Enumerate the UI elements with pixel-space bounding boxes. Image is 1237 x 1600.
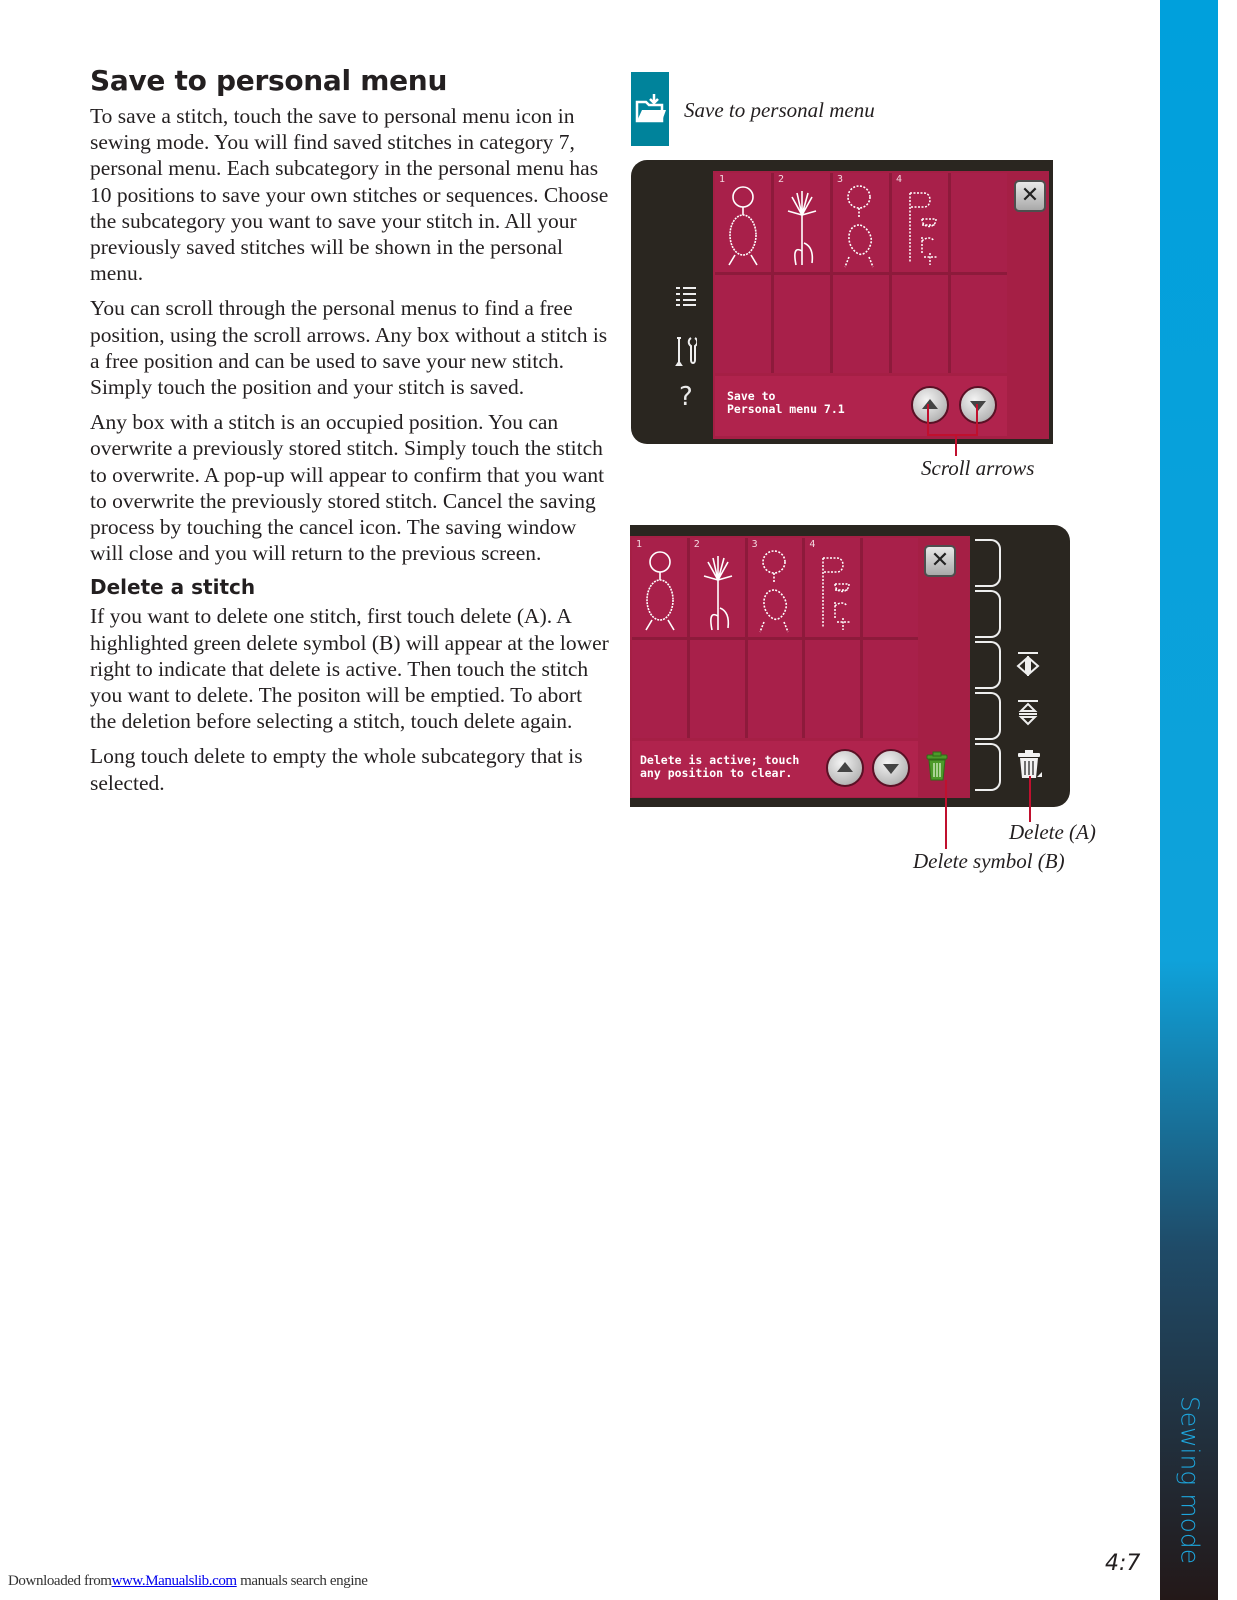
save-screen	[631, 160, 1053, 444]
scroll-up-button[interactable]	[911, 386, 949, 424]
paragraph-3: Any box with a stitch is an occupied position. You can overwrite a previously stored stitch. Simply touch the stitch to overwrite. A pop-up will appear to confirm that you want to overwrite the previously stored stitch. Cancel the saving process by touching the cancel icon. The saving window will close and you will return to the previous screen.	[90, 410, 605, 566]
stitch-cell[interactable]	[863, 538, 918, 637]
callout-line	[976, 404, 978, 436]
close-button[interactable]: ✕	[1014, 180, 1046, 212]
mirror-end-icon[interactable]	[1016, 699, 1040, 731]
stitch-cell[interactable]	[715, 275, 771, 374]
callout-line	[1029, 776, 1031, 822]
scroll-down-button[interactable]	[959, 386, 997, 424]
side-tab[interactable]	[975, 539, 1001, 587]
callout-line	[927, 434, 978, 436]
section-label: Sewing mode	[1175, 1395, 1205, 1565]
stitch-cell[interactable]	[951, 275, 1007, 374]
callout-line	[945, 780, 947, 849]
caption-scroll-arrows: Scroll arrows	[921, 456, 1035, 480]
stitch-cell[interactable]	[690, 640, 745, 739]
stitch-cell[interactable]	[833, 275, 889, 374]
subheading-delete: Delete a stitch	[90, 575, 256, 600]
list-icon[interactable]	[675, 284, 697, 312]
stitch-cell[interactable]: 3	[748, 538, 803, 637]
paragraph-1: To save a stitch, touch the save to personal menu icon in sewing mode. You will find saved stitches in category 7, personal menu. Each subcategory in the personal menu has 10 positions to save your own stitches or sequences. Choose the subcategory you want to save your stitch in. All your previously saved stitches will be shown in the personal menu.	[90, 104, 609, 286]
status-bar	[632, 741, 918, 797]
help-icon[interactable]: ?	[679, 382, 693, 412]
scroll-down-button[interactable]	[872, 749, 910, 787]
side-tab[interactable]	[975, 743, 1001, 791]
tools-icon[interactable]	[675, 336, 697, 372]
stitch-grid-2	[632, 538, 918, 738]
page-title: Save to personal menu	[90, 64, 448, 97]
footer-suffix: manuals search engine	[236, 1573, 368, 1589]
save-to-personal-menu-icon	[631, 72, 669, 146]
close-button[interactable]: ✕	[924, 545, 956, 577]
stitch-cell[interactable]: 2	[774, 173, 830, 272]
caption-save: Save to personal menu	[684, 98, 875, 122]
stitch-cell[interactable]	[951, 173, 1007, 272]
scroll-up-button[interactable]	[826, 749, 864, 787]
stitch-cell[interactable]	[863, 640, 918, 739]
page-number: 4:7	[1105, 1551, 1141, 1576]
footer-prefix: Downloaded from	[8, 1573, 112, 1589]
caption-delete-symbol-b: Delete symbol (B)	[913, 849, 1065, 873]
caption-delete-a: Delete (A)	[1009, 820, 1096, 844]
status-text: Save to Personal menu 7.1	[727, 389, 845, 416]
stitch-cell[interactable]	[774, 275, 830, 374]
mirror-side-icon[interactable]	[1016, 651, 1040, 681]
side-tab[interactable]	[975, 692, 1001, 740]
manualslib-link[interactable]: www.Manualslib.com	[111, 1573, 237, 1589]
side-tab[interactable]	[975, 590, 1001, 638]
stitch-cell[interactable]: 2	[690, 538, 745, 637]
footer	[8, 1573, 367, 1590]
delete-screen	[630, 525, 1070, 807]
paragraph-5: Long touch delete to empty the whole subcategory that is selected.	[90, 744, 583, 795]
stitch-cell[interactable]: 4	[805, 538, 860, 637]
stitch-cell[interactable]	[805, 640, 860, 739]
stitch-grid-1	[715, 173, 1007, 373]
status-bar	[715, 376, 1007, 436]
paragraph-4: If you want to delete one stitch, first touch delete (A). A highlighted green delete symbol (B) will appear at the lower right to indicate that delete is active. Then touch the stitch you want to delete. The positon will be emptied. To abort the deletion before selecting a stitch, touch delete again.	[90, 604, 609, 734]
stitch-cell[interactable]	[748, 640, 803, 739]
stitch-cell[interactable]: 1	[632, 538, 687, 637]
stitch-cell[interactable]	[632, 640, 687, 739]
status-text: Delete is active; touch any position to clear.	[640, 753, 800, 780]
side-tab[interactable]	[975, 641, 1001, 689]
stitch-cell[interactable]: 1	[715, 173, 771, 272]
stitch-cell[interactable]	[892, 275, 948, 374]
stitch-cell[interactable]: 4	[892, 173, 948, 272]
section-sidebar	[1160, 0, 1218, 1600]
paragraph-2: You can scroll through the personal menus to find a free position, using the scroll arrows. Any box without a stitch is a free position and can be used to save your new stitch. Simply touch the position and your stitch is saved.	[90, 296, 608, 400]
body-text	[90, 64, 612, 805]
callout-line	[955, 434, 957, 456]
stitch-cell[interactable]: 3	[833, 173, 889, 272]
callout-line	[927, 404, 929, 436]
